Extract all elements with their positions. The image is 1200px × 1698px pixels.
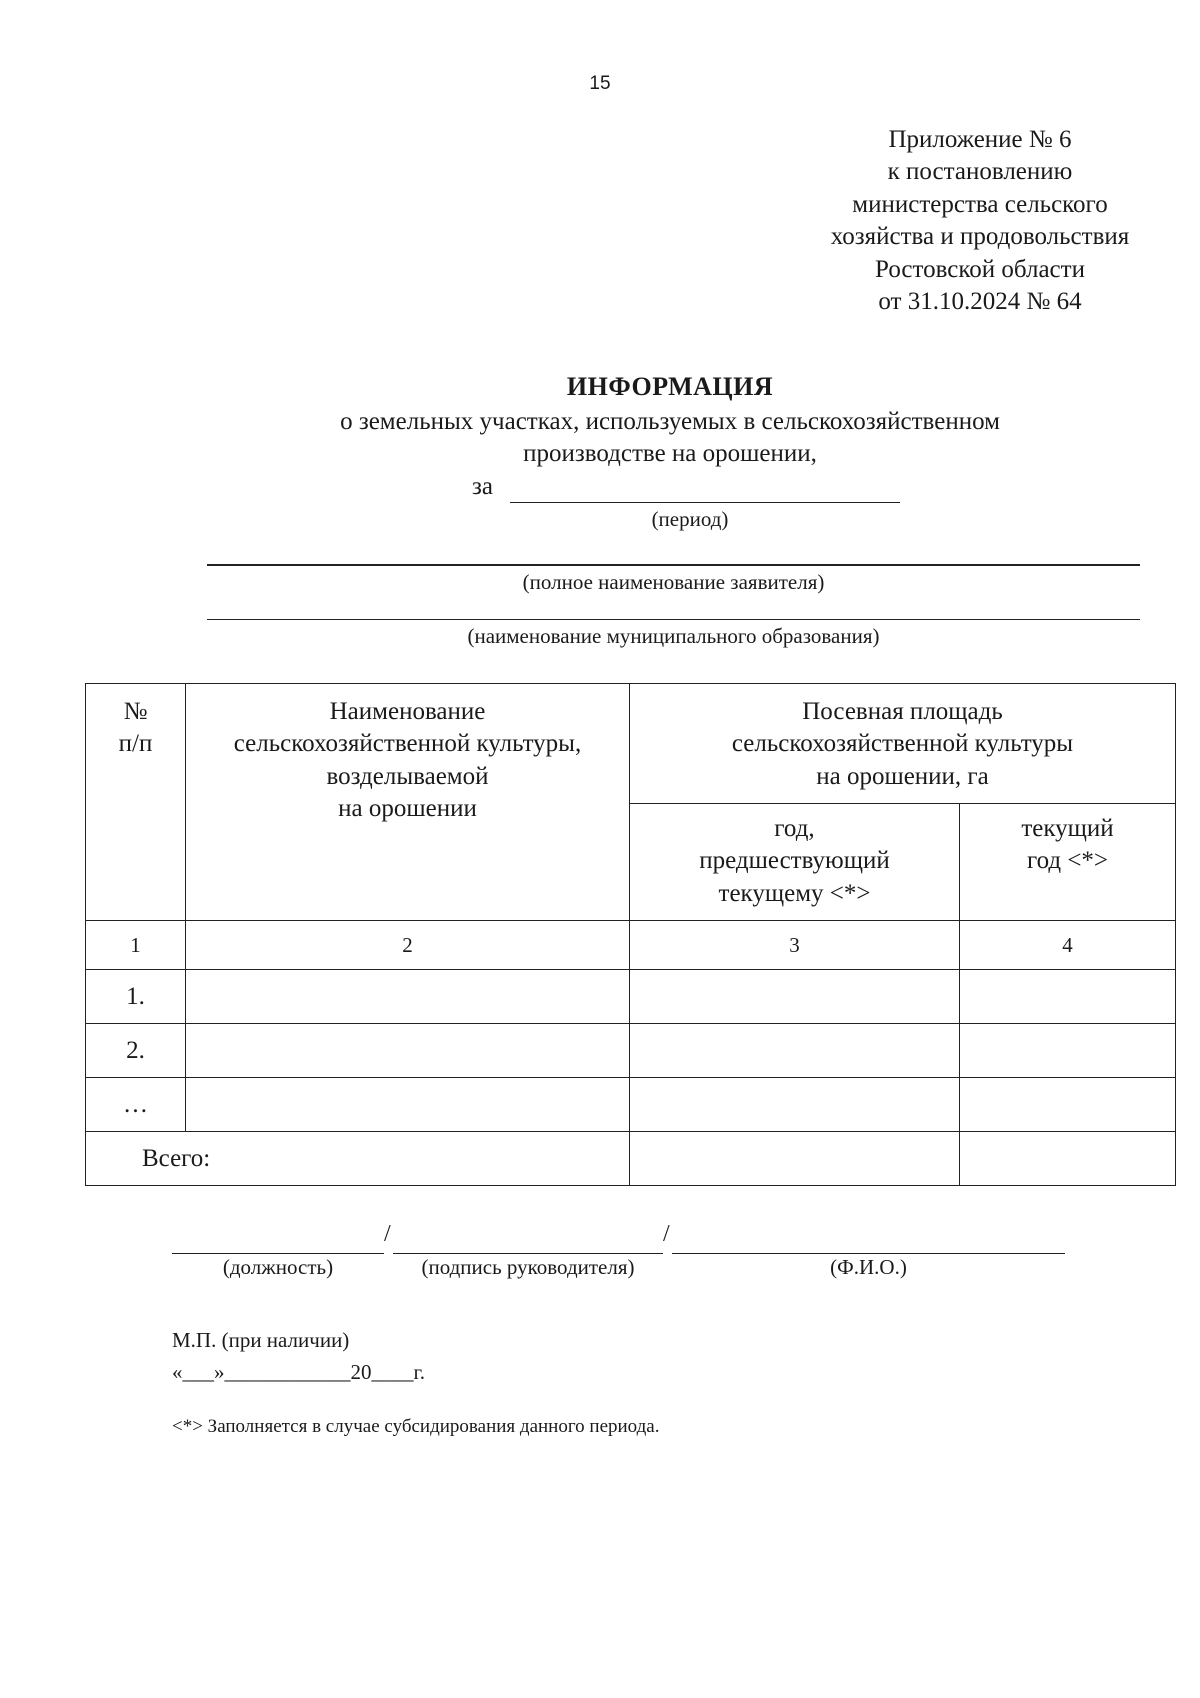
applicant-fill-line[interactable]: [207, 564, 1140, 566]
appendix-line: от 31.10.2024 № 64: [878, 288, 1082, 316]
header-text: текущему <*>: [718, 879, 871, 907]
previous-year-cell[interactable]: [630, 970, 960, 1024]
crop-name-cell[interactable]: [186, 1024, 630, 1078]
total-label: Всего:: [86, 1132, 630, 1186]
header-text: текущий: [1021, 815, 1114, 842]
header-text: возделываемой: [326, 762, 489, 790]
period-prefix: за: [472, 473, 493, 500]
previous-year-cell[interactable]: [630, 1024, 960, 1078]
signature-separator: /: [384, 1221, 391, 1247]
stamp-note: М.П. (при наличии): [172, 1328, 350, 1352]
crop-name-cell[interactable]: [186, 1078, 630, 1132]
header-text: №: [123, 698, 148, 725]
header-text: Посевная площадь: [802, 698, 1003, 725]
table-row: [86, 970, 1176, 1024]
page-number: 15: [589, 73, 611, 94]
period-fill-line[interactable]: [510, 502, 900, 503]
header-previous-year: [630, 804, 960, 921]
current-year-total-cell[interactable]: [960, 1132, 1176, 1186]
signature-separator: /: [663, 1221, 670, 1247]
header-text: п/п: [118, 730, 153, 758]
document-title: ИНФОРМАЦИЯ: [566, 372, 774, 401]
signature-caption: (подпись руководителя): [421, 1255, 635, 1279]
position-fill-line[interactable]: [172, 1253, 384, 1254]
current-year-cell[interactable]: [960, 1024, 1176, 1078]
row-number: 1.: [86, 970, 186, 1024]
column-number: 2: [186, 921, 630, 970]
header-text: год,: [774, 815, 815, 842]
header-crop-name: [186, 684, 630, 921]
current-year-cell[interactable]: [960, 1078, 1176, 1132]
appendix-line: Ростовской области: [875, 255, 1085, 283]
header-text: сельскохозяйственной культуры,: [233, 730, 582, 758]
header-current-year: [960, 804, 1176, 921]
applicant-caption: (полное наименование заявителя): [522, 570, 825, 594]
column-number: 3: [630, 921, 960, 970]
header-text: сельскохозяйственной культуры: [731, 730, 1074, 758]
header-text: на орошении: [338, 795, 477, 823]
appendix-block: [760, 124, 1200, 318]
footnote: <*> Заполняется в случае субсидирования данного периода.: [172, 1416, 660, 1437]
appendix-line: министерства сельского: [852, 190, 1108, 218]
date-line[interactable]: «___»____________20____г.: [172, 1360, 425, 1384]
row-number: 2.: [86, 1024, 186, 1078]
municipality-caption: (наименование муниципального образования): [467, 624, 880, 648]
appendix-line: к постановлению: [887, 158, 1073, 186]
column-number: 4: [960, 921, 1176, 970]
column-numbering-row: [86, 921, 1176, 970]
header-text: год <*>: [1026, 847, 1109, 875]
table-row: [86, 1024, 1176, 1078]
header-text: предшествующий: [699, 847, 890, 875]
document-subtitle-line: о земельных участках, используемых в сельскохозяйственном: [340, 408, 1000, 435]
appendix-line: Приложение № 6: [888, 126, 1072, 153]
header-number: [86, 684, 186, 921]
header-sown-area-group: [630, 684, 1176, 804]
header-text: на орошении, га: [816, 762, 989, 790]
municipality-fill-line[interactable]: [207, 619, 1140, 620]
crop-name-cell[interactable]: [186, 970, 630, 1024]
column-number: 1: [86, 921, 186, 970]
previous-year-total-cell[interactable]: [630, 1132, 960, 1186]
appendix-line: хозяйства и продовольствия: [830, 223, 1130, 251]
document-subtitle-line: производстве на орошении,: [523, 440, 817, 467]
previous-year-cell[interactable]: [630, 1078, 960, 1132]
signature-fill-line[interactable]: [393, 1253, 663, 1254]
crop-area-table: [85, 683, 1176, 1186]
position-caption: (должность): [222, 1255, 334, 1279]
total-row: [86, 1132, 1176, 1186]
period-caption: (период): [651, 507, 729, 531]
current-year-cell[interactable]: [960, 970, 1176, 1024]
full-name-fill-line[interactable]: [672, 1253, 1065, 1254]
table-row: [86, 1078, 1176, 1132]
full-name-caption: (Ф.И.О.): [830, 1255, 907, 1279]
row-number: …: [86, 1078, 186, 1132]
header-text: Наименование: [329, 698, 486, 725]
